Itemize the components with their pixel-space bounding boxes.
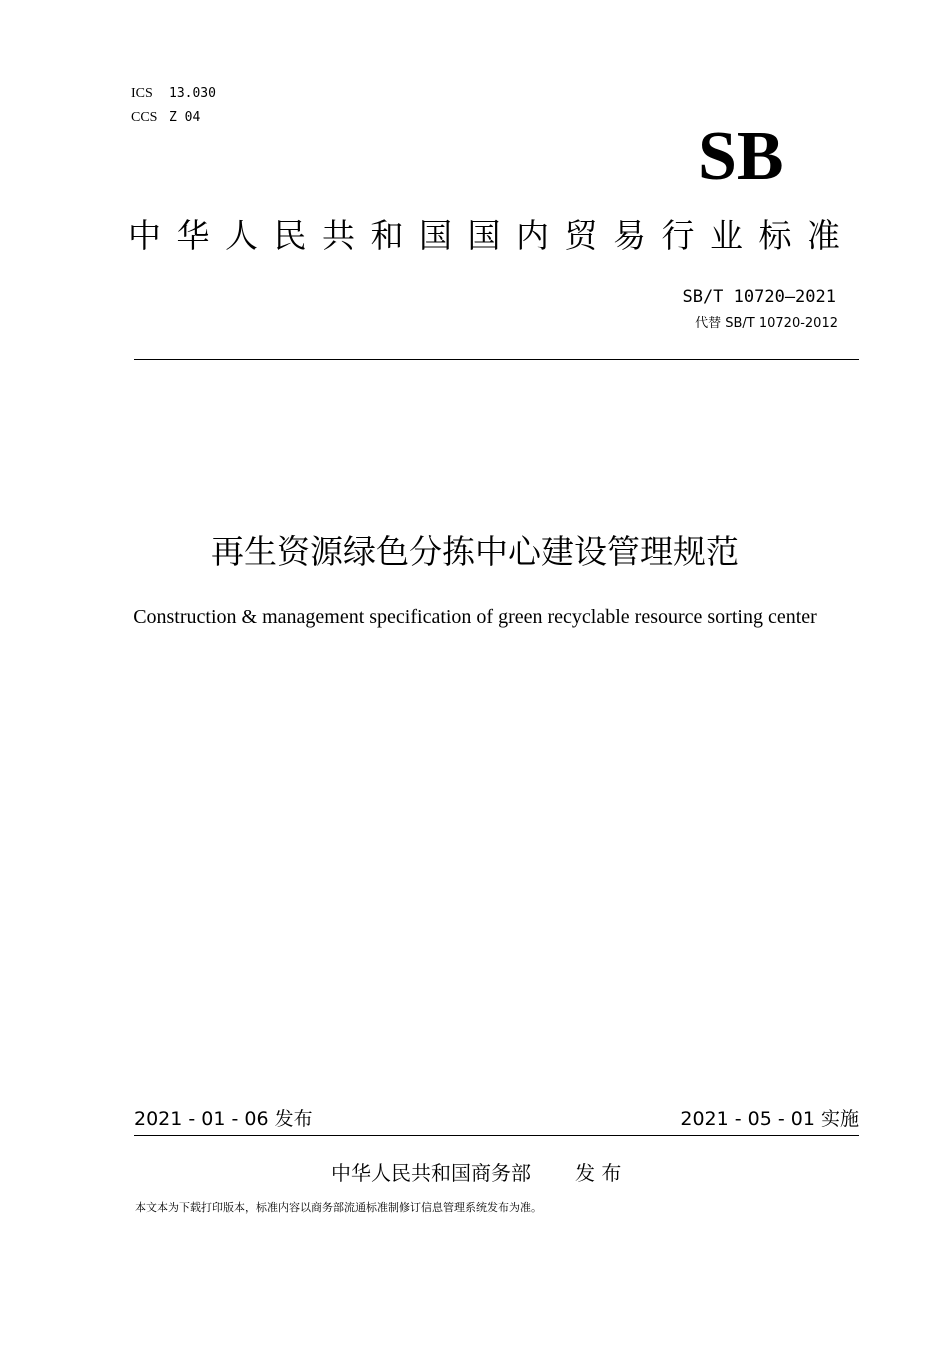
header-divider [134,359,859,360]
download-footnote: 本文本为下载打印版本，标准内容以商务部流通标准制修订信息管理系统发布为准。 [135,1201,542,1214]
ccs-label: CCS [131,110,158,125]
issue-date: 2021 - 01 - 06 发布 [134,1108,313,1130]
document-title-english: Construction & management specification of green recyclable resource sorting center [133,606,817,628]
ccs-code [131,108,200,127]
sb-logo-mark: SB [698,118,784,195]
footer-divider [134,1135,859,1136]
replaces-standard: 代替 SB/T 10720-2012 [695,316,838,331]
ics-code [131,84,216,103]
ics-label: ICS [131,86,153,101]
industry-standard-heading: 中华人民共和国国内贸易行业标准 [128,216,856,255]
publisher-action: 发 布 [575,1161,622,1185]
publisher-line [331,1161,621,1185]
standard-number: SB/T 10720—2021 [682,287,836,307]
ics-value: 13.030 [169,86,216,101]
publisher-name: 中华人民共和国商务部 [331,1161,531,1185]
implementation-date: 2021 - 05 - 01 实施 [680,1108,859,1130]
document-title-chinese: 再生资源绿色分拣中心建设管理规范 [211,532,739,571]
ccs-value: Z 04 [169,110,201,125]
